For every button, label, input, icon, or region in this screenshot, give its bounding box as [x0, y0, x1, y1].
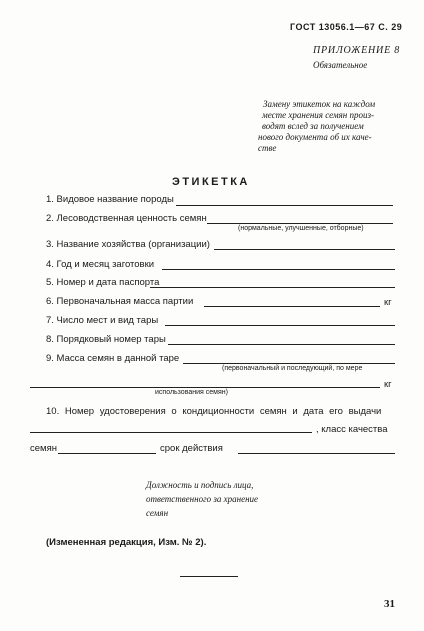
end-divider: [180, 576, 238, 577]
revision-note: (Измененная редакция, Изм. № 2).: [46, 537, 207, 548]
field-farm-line: [214, 249, 395, 250]
field-certificate-label: 10. Номер удостоверения о кондиционности семян и дата его выдачи: [46, 406, 382, 417]
note-line: нового документа об их каче-: [258, 132, 372, 142]
field-seed-mass-hint-2: использования семян): [155, 389, 228, 396]
field-container-number-line: [168, 344, 395, 345]
page-number: 31: [384, 598, 395, 610]
field-harvest-label: 4. Год и месяц заготовки: [46, 259, 155, 270]
field-seed-mass-label: 9. Масса семян в данной таре: [46, 353, 180, 364]
field-seed-mass-line: [183, 363, 395, 364]
standard-header: ГОСТ 13056.1—67 С. 29: [290, 22, 403, 32]
field-harvest-line: [162, 269, 395, 270]
field-validity-line: [238, 453, 395, 454]
signature-line: семян: [146, 508, 169, 518]
field-seed-mass-unit: кг: [384, 379, 392, 390]
field-value-line: [207, 223, 393, 224]
appendix-title: ПРИЛОЖЕНИЕ 8: [313, 45, 401, 56]
field-value-hint: (нормальные, улучшенные, отборные): [238, 225, 364, 232]
field-seed-mass-line-2: [30, 387, 380, 388]
signature-line: Должность и подпись лица,: [146, 480, 254, 490]
field-seeds-word: семян: [30, 443, 57, 454]
field-mass-unit: кг: [384, 297, 392, 308]
field-quality-line: [58, 453, 156, 454]
field-species-label: 1. Видовое название породы: [46, 194, 174, 205]
label-title: ЭТИКЕТКА: [172, 176, 250, 188]
note-line: месте хранения семян произ-: [262, 110, 375, 120]
field-mass-label: 6. Первоначальная масса партии: [46, 296, 194, 307]
field-passport-line: [150, 287, 395, 288]
field-mass-line: [204, 306, 380, 307]
note-line: Замену этикеток на каждом: [263, 99, 376, 109]
field-seed-mass-hint: (первоначальный и последующий, по мере: [222, 365, 363, 372]
note-line: водят вслед за получением: [262, 121, 364, 131]
field-containers-line: [165, 325, 395, 326]
field-validity-label: срок действия: [160, 443, 223, 454]
field-containers-label: 7. Число мест и вид тары: [46, 315, 159, 326]
field-species-line: [176, 205, 393, 206]
field-passport-label: 5. Номер и дата паспорта: [46, 277, 160, 288]
field-certificate-line: [30, 432, 312, 433]
note-line: стве: [258, 143, 277, 153]
signature-line: ответственного за хранение: [146, 494, 259, 504]
field-quality-class: , класс качества: [316, 424, 388, 435]
appendix-subtitle: Обязательное: [313, 60, 368, 70]
field-container-number-label: 8. Порядковый номер тары: [46, 334, 166, 345]
field-value-label: 2. Лесоводственная ценность семян: [46, 213, 207, 224]
field-farm-label: 3. Название хозяйства (организации): [46, 239, 210, 250]
